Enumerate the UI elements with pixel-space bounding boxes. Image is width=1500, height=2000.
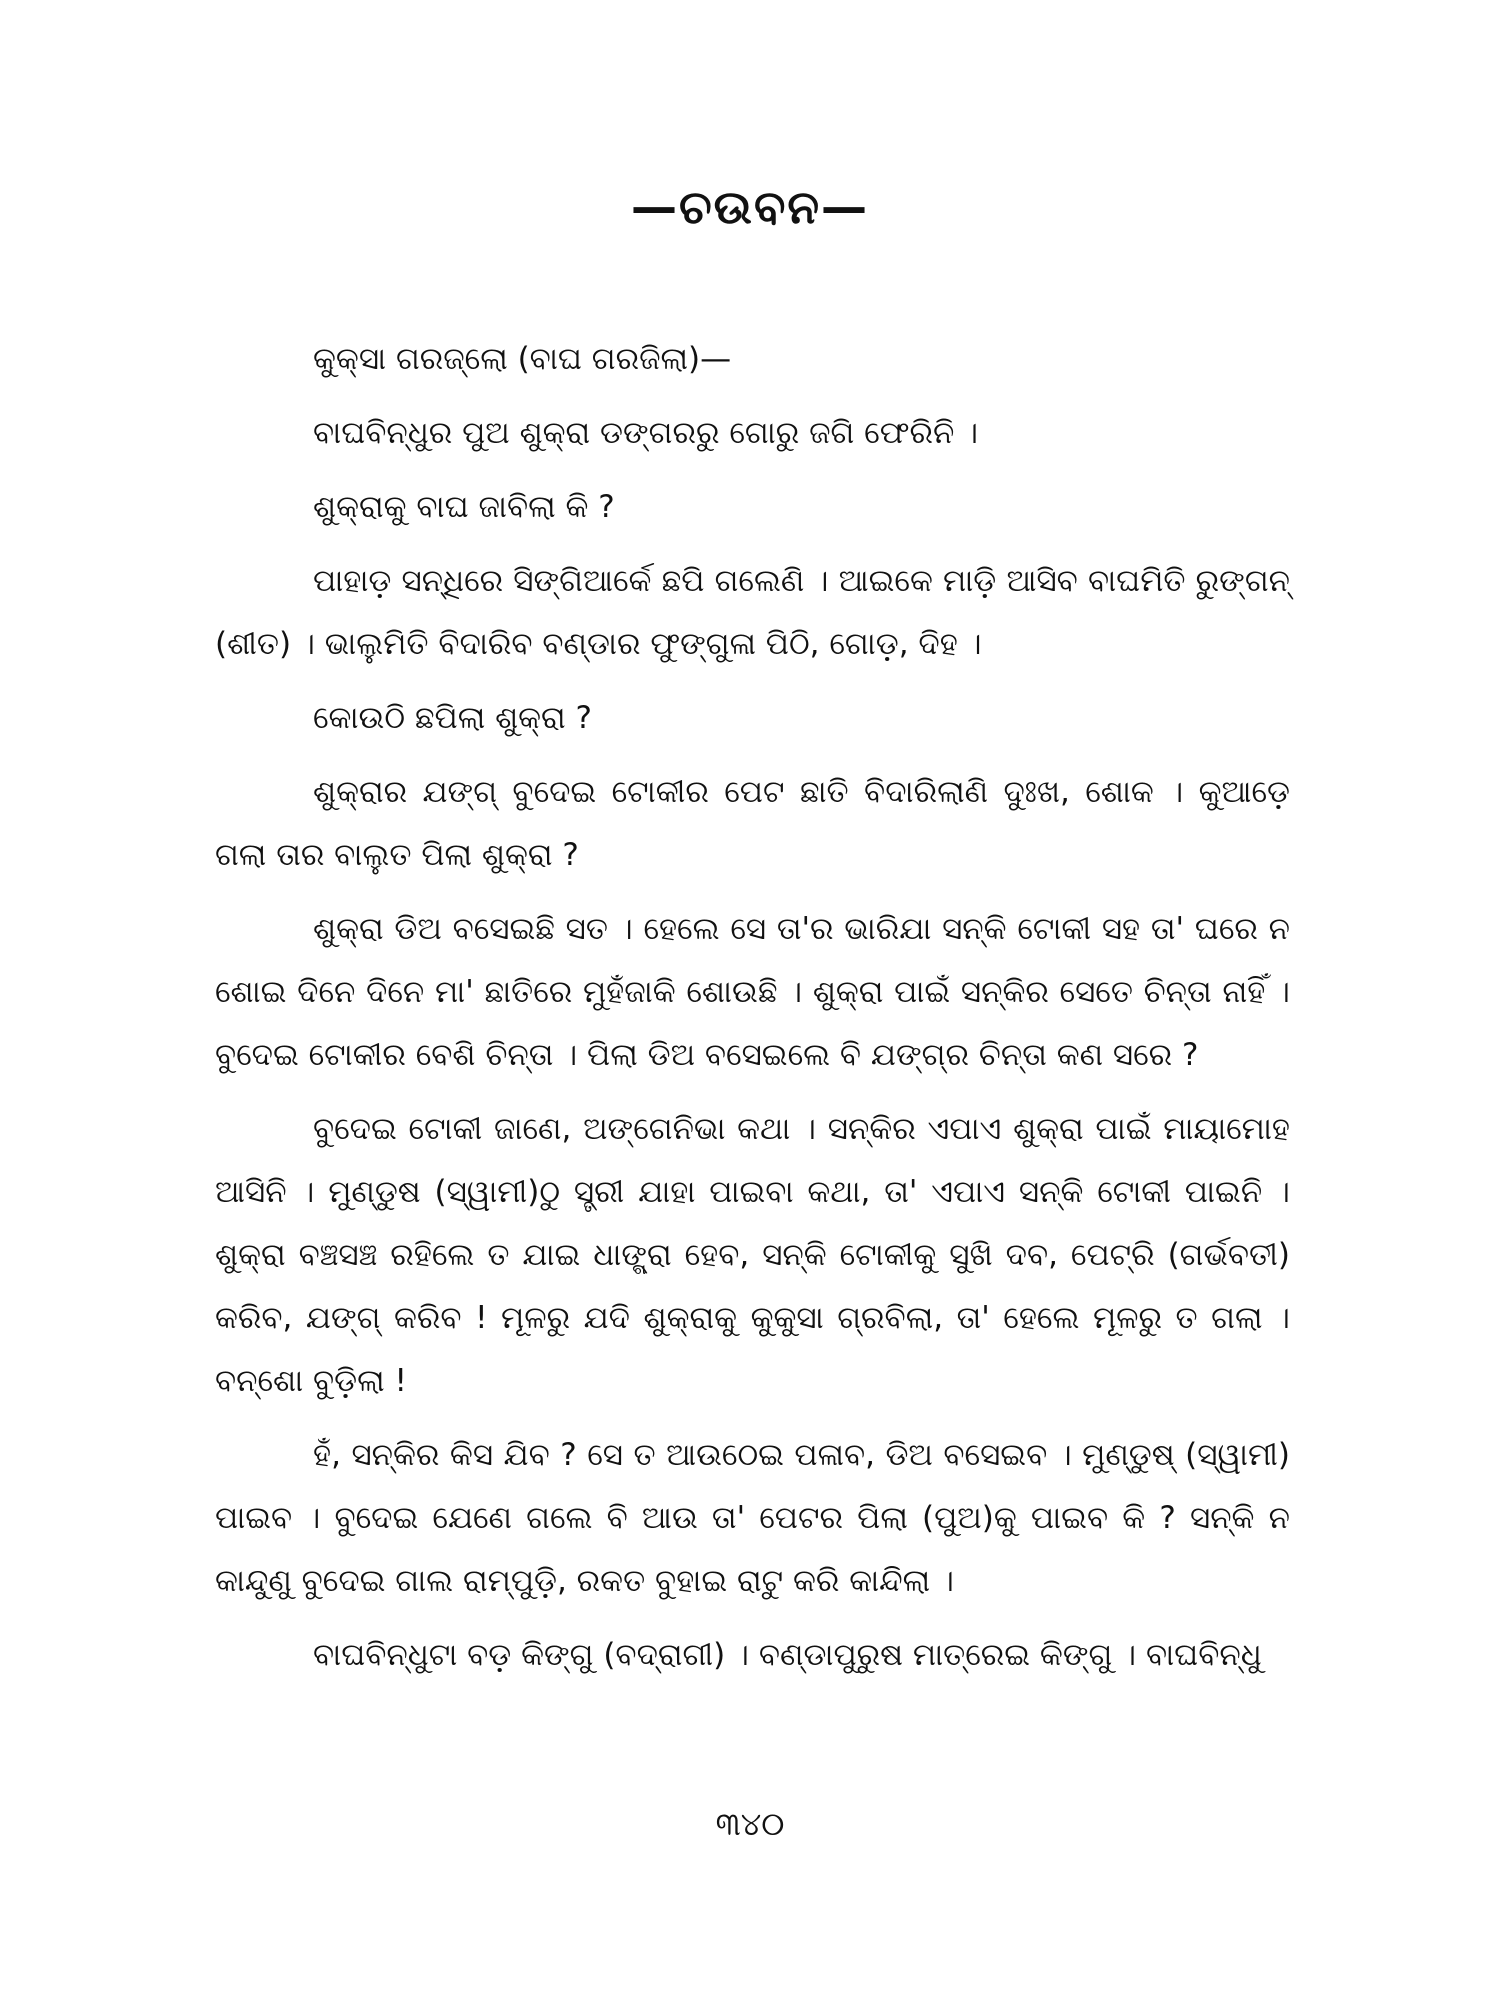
paragraph-2: ବାଘବିନ୍ଧୁର ପୁଅ ଶୁକ୍ରା ଡଙ୍ଗରରୁ ଗୋରୁ ଜଗି ଫେରିନି । — [313, 415, 979, 451]
paragraph-4: ପାହାଡ଼ ସନ୍ଧିରେ ସିଙ୍ଗିଆର୍କେ ଛପି ଗଲେଣି । ଆଇକେ ମାଡ଼ି ଆସିବ ବାଘମିତି ରୁଙ୍ଗନ୍ (ଶୀତ) । ଭାଲୁମିତି ବିଦାରିବ ବଣ୍ଡାର ଫୁଙ୍ଗୁଳା ପିଠି, ଗୋଡ଼, ଦିହ । — [215, 563, 1290, 662]
paragraph-5: କୋଉଠି ଛପିଲା ଶୁକ୍ରା ? — [313, 700, 593, 736]
page-number: ୩୪୦ — [715, 1805, 785, 1843]
paragraph-3: ଶୁକ୍ରାକୁ ବାଘ ଜାବିଲା କି ? — [313, 489, 615, 525]
paragraph-1: କୁକ୍‌ସା ଗରଜ୍‌ଲୋ (ବାଘ ଗରଜିଲା)— — [313, 341, 732, 377]
paragraph-9: ହଁ, ସନ୍‌କିର କିସ ଯିବ ? ସେ ତ ଆଉଠେଇ ପଳାବ, ଡିଅ ବସେଇବ । ମୁଣ୍ଡୁଷ୍ (ସ୍ୱାମୀ) ପାଇବ । ବୁଦେଇ ଯେଣେ ଗଲେ ବି ଆଉ ତା' ପେଟର ପିଲା (ପୁଅ)କୁ ପାଇବ କି ? ସନ୍‌କି ନ କାନ୍ଦୁଣୁ ବୁଦେଇ ଗାଲ ରାମ୍ପୁଡ଼ି, ରକତ ବୁହାଇ ରାଟୁ କରି କାନ୍ଦିଲା । — [215, 1437, 1290, 1599]
body-text — [215, 328, 1290, 1698]
paragraph-6: ଶୁକ୍ରାର ଯଙ୍ଗ୍ ବୁଦେଇ ଟୋକୀର ପେଟ ଛାତି ବିଦାରିଲାଣି ଦୁଃଖ, ଶୋକ । କୁଆଡ଼େ ଗଲା ତାର ବାଲୁତ ପିଲା ଶୁକ୍ରା ? — [215, 774, 1290, 873]
paragraph-8: ବୁଦେଇ ଟୋକୀ ଜାଣେ, ଅଙ୍ଗେନିଭା କଥା । ସନ୍‌କିର ଏପାଏ ଶୁକ୍ରା ପାଇଁ ମାୟାମୋହ ଆସିନି । ମୁଣ୍ଡୁଷ (ସ୍ୱାମୀ)ଠୁ ସ୍ତ୍ରୀ ଯାହା ପାଇବା କଥା, ତା' ଏପାଏ ସନ୍‌କି ଟୋକୀ ପାଇନି । ଶୁକ୍ରା ବଞ୍ଚସଞ୍ଚ ରହିଲେ ତ ଯାଇ ଧାଙ୍ଗ୍ରା ହେବ, ସନ୍‌କି ଟୋକୀକୁ ସୁଖି ଦବ, ପେଟ୍‌ରି (ଗର୍ଭବତୀ) କରିବ, ଯଙ୍ଗ୍ କରିବ ! ମୂଳରୁ ଯଦି ଶୁକ୍ରାକୁ କୁକୁସା ଗ୍ରବିଲା, ତା' ହେଲେ ମୂଳରୁ ତ ଗଲା । ବନ୍‌ଶୋ ବୁଡ଼ିଲା ! — [215, 1111, 1290, 1399]
chapter-title: —ଚଉବନ— — [630, 180, 870, 234]
paragraph-10: ବାଘବିନ୍ଧୁଟା ବଡ଼ କିଙ୍ଗୁ (ବଦ୍‌ରାଗୀ) । ବଣ୍ଡାପୁରୁଷ ମାତ୍ରେଇ କିଙ୍ଗୁ । ବାଘବିନ୍ଧୁ — [313, 1637, 1262, 1673]
paragraph-7: ଶୁକ୍ରା ଡିଅ ବସେଇଛି ସତ । ହେଲେ ସେ ତା'ର ଭାରିଯା ସନ୍‌କି ଟୋକୀ ସହ ତା' ଘରେ ନ ଶୋଇ ଦିନେ ଦିନେ ମା' ଛାତିରେ ମୁହଁଜାକି ଶୋଉଛି । ଶୁକ୍ରା ପାଇଁ ସନ୍‌କିର ସେତେ ଚିନ୍ତା ନାହିଁ । ବୁଦେଇ ଟୋକୀର ବେଶି ଚିନ୍ତା । ପିଲା ଡିଅ ବସେଇଲେ ବି ଯଙ୍ଗ୍‌ର ଚିନ୍ତା କଣ ସରେ ? — [215, 911, 1290, 1073]
